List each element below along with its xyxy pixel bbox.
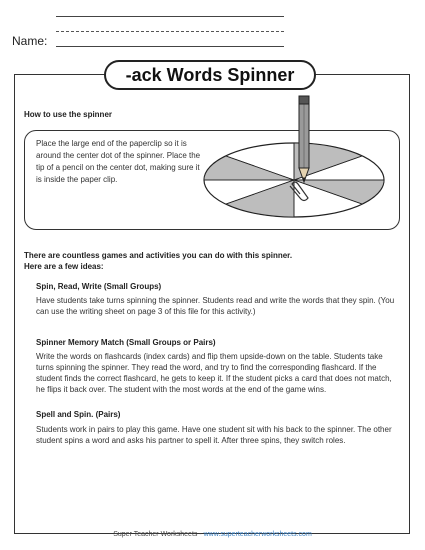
activity-body: Have students take turns spinning the spinner. Students read and write the words that they spin. (You can use the writing sheet on page 3 of this file for this activity.) bbox=[36, 296, 395, 316]
ideas-intro bbox=[24, 250, 404, 272]
worksheet-title: -ack Words Spinner bbox=[104, 60, 316, 90]
activity-heading: Spinner Memory Match (Small Groups or Pairs) bbox=[36, 338, 216, 347]
activity-body: Write the words on flashcards (index cards) and flip them upside-down on the table. Students take turns spinning the spinner. They read the word, and try to find the corresponding flashcard. If the student finds the correct flashcard, he gets to keep it. If the student picks a card that does not match, he flips it back over. The student with the most words at the end of the game wins. bbox=[36, 352, 392, 394]
handwriting-top-line bbox=[56, 16, 284, 17]
pencil-icon bbox=[299, 96, 309, 182]
activity-body: Students work in pairs to play this game. Have one student sit with his back to the spinner. The other student spins a word and asks his partner to spell it. After three spins, they switch roles. bbox=[36, 425, 392, 445]
footer bbox=[0, 531, 425, 538]
how-to-heading: How to use the spinner bbox=[24, 110, 113, 119]
handwriting-base-line bbox=[56, 46, 284, 47]
activity-heading: Spell and Spin. (Pairs) bbox=[36, 410, 121, 419]
name-line-area bbox=[0, 0, 425, 60]
footer-credit: Super Teacher Worksheets - bbox=[113, 531, 204, 538]
handwriting-mid-line bbox=[56, 31, 284, 32]
ideas-intro-line-1: There are countless games and activities you can do with this spinner. bbox=[24, 251, 293, 260]
activity-heading: Spin, Read, Write (Small Groups) bbox=[36, 282, 162, 291]
footer-link[interactable]: www.superteacherworksheets.com bbox=[203, 531, 312, 538]
name-label: Name: bbox=[12, 34, 48, 48]
instruction-text: Place the large end of the paperclip so it is around the center dot of the spinner. Place the tip of a pencil on the center dot, making sure it is inside the paper clip. bbox=[36, 139, 201, 184]
ideas-intro-line-2: Here are a few ideas: bbox=[24, 262, 104, 271]
spinner-illustration bbox=[196, 94, 412, 224]
